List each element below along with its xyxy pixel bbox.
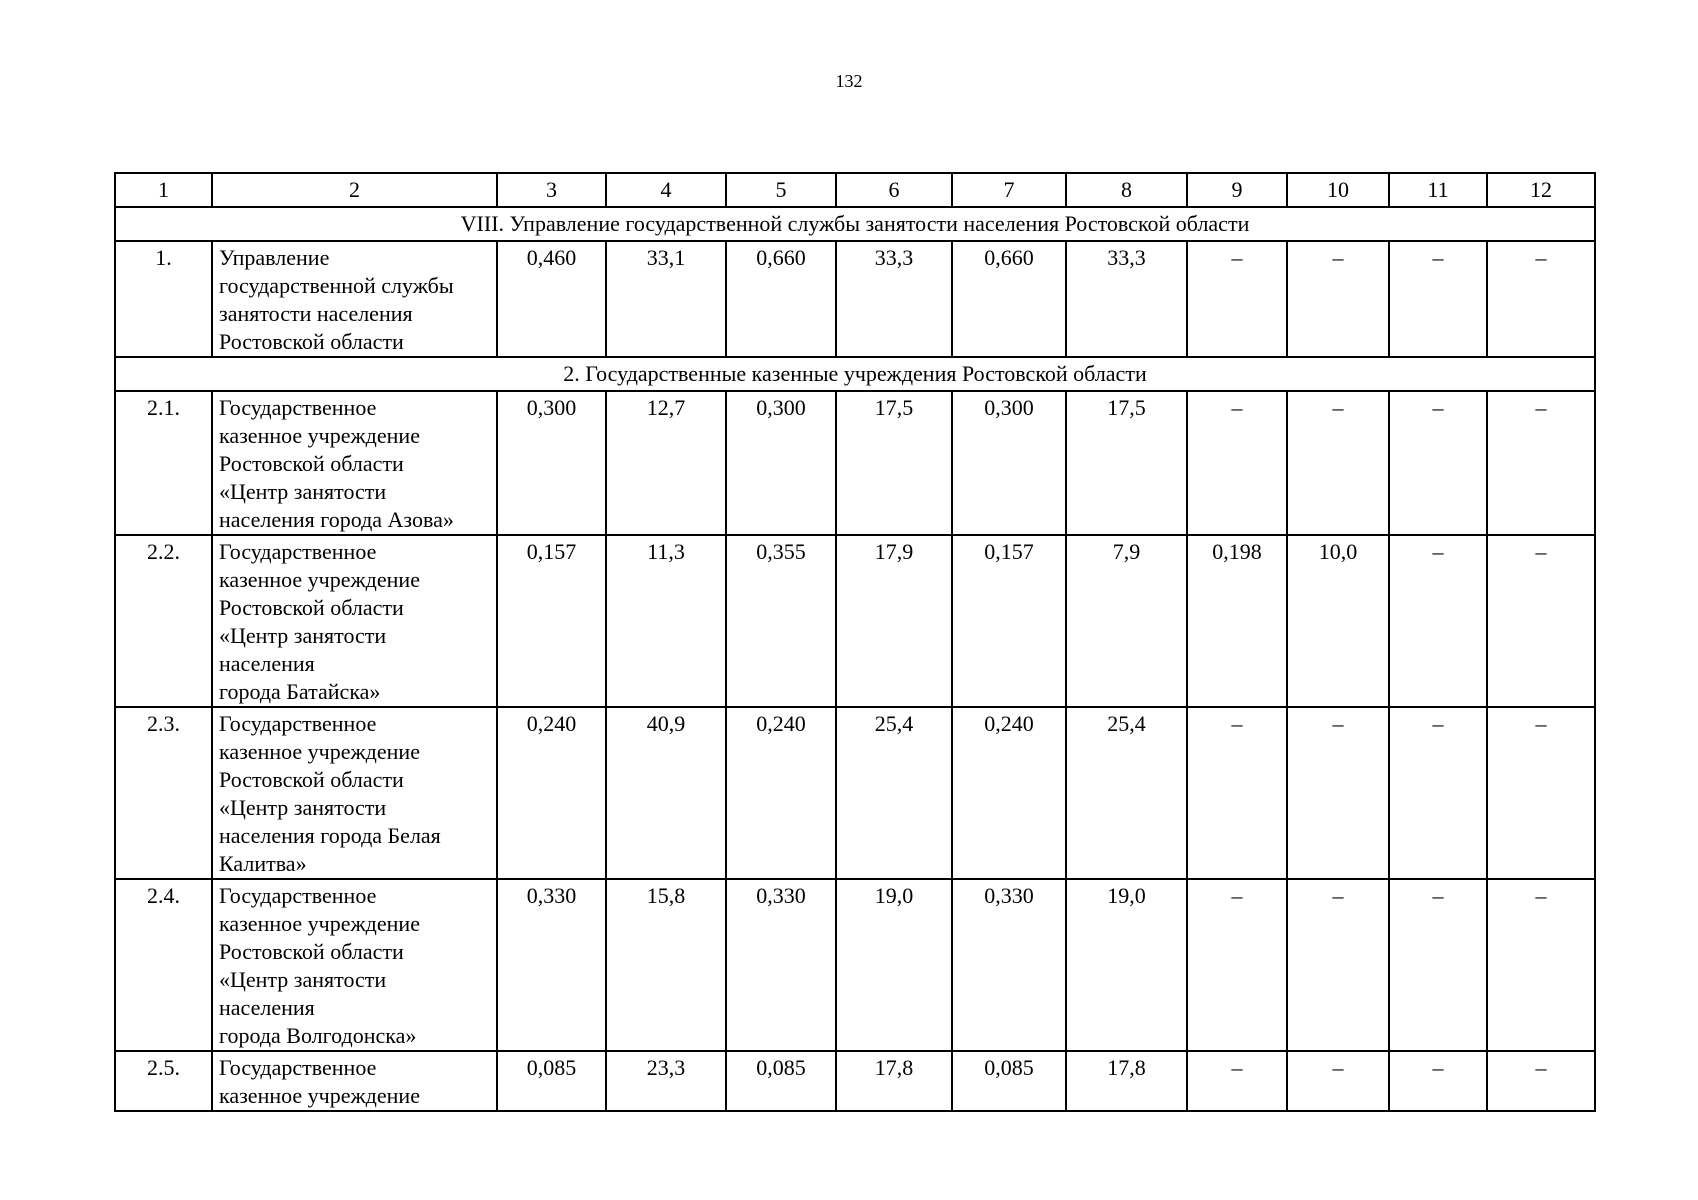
table-row (115, 391, 1595, 535)
value-cell: – (1389, 1051, 1487, 1111)
value-cell: – (1487, 1051, 1595, 1111)
table-body (115, 173, 1595, 1111)
value-cell: 17,5 (1066, 391, 1187, 535)
value-cell: 17,9 (836, 535, 952, 707)
value-cell: – (1187, 707, 1287, 879)
value-cell: – (1187, 1051, 1287, 1111)
value-cell: – (1287, 879, 1389, 1051)
section-row (115, 357, 1595, 391)
value-cell: 0,300 (497, 391, 606, 535)
column-header: 1 (115, 173, 212, 207)
column-number-row (115, 173, 1595, 207)
table-row (115, 241, 1595, 357)
table-row (115, 707, 1595, 879)
value-cell: 0,085 (952, 1051, 1066, 1111)
value-cell: 0,157 (952, 535, 1066, 707)
value-cell: – (1389, 535, 1487, 707)
value-cell: 17,5 (836, 391, 952, 535)
value-cell: 0,660 (952, 241, 1066, 357)
table-row (115, 535, 1595, 707)
value-cell: 12,7 (606, 391, 726, 535)
value-cell: 0,330 (952, 879, 1066, 1051)
organization-name-cell: Управление государственной службы занятости населения Ростовской области (212, 241, 497, 357)
value-cell: – (1187, 241, 1287, 357)
value-cell: 40,9 (606, 707, 726, 879)
value-cell: – (1287, 707, 1389, 879)
value-cell: 0,355 (726, 535, 836, 707)
value-cell: 0,085 (726, 1051, 836, 1111)
row-number-cell: 2.1. (115, 391, 212, 535)
column-header: 3 (497, 173, 606, 207)
value-cell: – (1287, 1051, 1389, 1111)
column-header: 4 (606, 173, 726, 207)
section-title: VIII. Управление государственной службы занятости населения Ростовской области (115, 207, 1595, 241)
value-cell: 0,240 (726, 707, 836, 879)
value-cell: 25,4 (836, 707, 952, 879)
value-cell: – (1487, 879, 1595, 1051)
column-header: 11 (1389, 173, 1487, 207)
value-cell: 19,0 (836, 879, 952, 1051)
value-cell: – (1487, 241, 1595, 357)
column-header: 7 (952, 173, 1066, 207)
row-number-cell: 2.4. (115, 879, 212, 1051)
column-header: 2 (212, 173, 497, 207)
row-number-cell: 1. (115, 241, 212, 357)
value-cell: 0,300 (952, 391, 1066, 535)
value-cell: 0,157 (497, 535, 606, 707)
value-cell: 15,8 (606, 879, 726, 1051)
column-header: 12 (1487, 173, 1595, 207)
value-cell: 17,8 (1066, 1051, 1187, 1111)
column-header: 9 (1187, 173, 1287, 207)
column-header: 5 (726, 173, 836, 207)
value-cell: 0,330 (497, 879, 606, 1051)
row-number-cell: 2.5. (115, 1051, 212, 1111)
value-cell: – (1389, 391, 1487, 535)
organization-name-cell: Государственное казенное учреждение Ростовской области «Центр занятости населения города Белая Калитва» (212, 707, 497, 879)
value-cell: – (1389, 879, 1487, 1051)
section-title: 2. Государственные казенные учреждения Ростовской области (115, 357, 1595, 391)
value-cell: 33,3 (1066, 241, 1187, 357)
value-cell: 33,3 (836, 241, 952, 357)
value-cell: 0,198 (1187, 535, 1287, 707)
table-row (115, 879, 1595, 1051)
value-cell: 0,085 (497, 1051, 606, 1111)
page-number: 132 (835, 71, 863, 91)
column-header: 10 (1287, 173, 1389, 207)
value-cell: – (1287, 241, 1389, 357)
value-cell: 7,9 (1066, 535, 1187, 707)
organization-name-cell: Государственное казенное учреждение Ростовской области «Центр занятости населения города Азова» (212, 391, 497, 535)
data-table (114, 172, 1596, 1112)
section-row (115, 207, 1595, 241)
value-cell: – (1187, 879, 1287, 1051)
value-cell: – (1389, 707, 1487, 879)
value-cell: 11,3 (606, 535, 726, 707)
value-cell: – (1389, 241, 1487, 357)
row-number-cell: 2.3. (115, 707, 212, 879)
value-cell: – (1187, 391, 1287, 535)
value-cell: 10,0 (1287, 535, 1389, 707)
column-header: 6 (836, 173, 952, 207)
organization-name-cell: Государственное казенное учреждение Ростовской области «Центр занятости населения города Волгодонска» (212, 879, 497, 1051)
value-cell: – (1487, 707, 1595, 879)
value-cell: – (1287, 391, 1389, 535)
value-cell: – (1487, 391, 1595, 535)
value-cell: 0,660 (726, 241, 836, 357)
table-row (115, 1051, 1595, 1111)
value-cell: 17,8 (836, 1051, 952, 1111)
value-cell: 19,0 (1066, 879, 1187, 1051)
value-cell: 0,330 (726, 879, 836, 1051)
value-cell: 25,4 (1066, 707, 1187, 879)
value-cell: 0,460 (497, 241, 606, 357)
value-cell: – (1487, 535, 1595, 707)
row-number-cell: 2.2. (115, 535, 212, 707)
value-cell: 0,240 (952, 707, 1066, 879)
column-header: 8 (1066, 173, 1187, 207)
value-cell: 0,300 (726, 391, 836, 535)
value-cell: 23,3 (606, 1051, 726, 1111)
value-cell: 0,240 (497, 707, 606, 879)
organization-name-cell: Государственное казенное учреждение Ростовской области «Центр занятости населения города Батайска» (212, 535, 497, 707)
organization-name-cell: Государственное казенное учреждение (212, 1051, 497, 1111)
value-cell: 33,1 (606, 241, 726, 357)
